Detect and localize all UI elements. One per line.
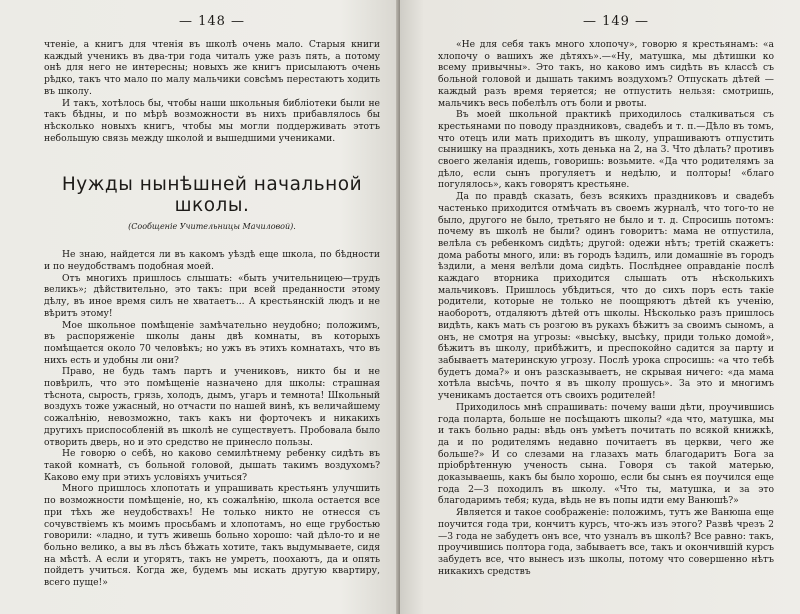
page-number-right: — 149 —	[582, 14, 650, 29]
page-number-left: — 148 —	[178, 14, 246, 29]
paragraph: «Не для себя такъ много хлопочу», говорю я крестьянамъ: «а хлопочу о вашихъ же дѣтяхъ».—«Ну, матушка, мы дѣтишки ко всему привычны». Это такъ, но каково имъ сидѣть въ классѣ съ больной головой и дышать такимъ воздухомъ? Отпускать дѣтей — каждый разъ время теряется; не отпустить нельзя: смотришь, мальчикъ весь побелѣлъ отъ боли и рвоты.	[438, 39, 774, 109]
paragraph: чтеніе, а книгъ для чтенія въ школѣ очень мало. Старыя книги каждый ученикъ въ два-три года читалъ уже разъ пять, а потому онѣ для него не интересны; новыхъ же книгъ присылаютъ очень рѣдко, такъ что мало по малу мальчики совсѣмъ перестаютъ ходить въ школу.	[44, 39, 380, 97]
section-subtitle: (Сообщеніе Учительницы Мачиловой).	[128, 222, 296, 232]
paragraph: Не говорю о себѣ, но каково семилѣтнему ребенку сидѣть въ такой комнатѣ, съ больной головой, дышать такимъ воздухомъ? Каково ему при этихъ условіяхъ учиться?	[44, 448, 380, 483]
paragraph: Отъ многихъ пришлось слышать: «быть учительницею—трудъ великъ»; дѣйствительно, это такъ: при всей преданности этому дѣлу, въ иное время силъ не хватаетъ... А крестьянскій людъ и не вѣритъ этому!	[44, 272, 380, 319]
paragraph: Не знаю, найдется ли въ какомъ уѣздѣ еще школа, по бѣдности и по неудобствамъ подобная моей.	[44, 249, 380, 273]
paragraph: Является и такое соображеніе: положимъ, тутъ же Ванюша еще поучится года три, кончитъ курсъ, что-жъ изъ этого? Развѣ чрезъ 2—3 года не забудетъ онъ все, что узналъ въ школѣ? Все равно: такъ, проучившись полтора года, забываетъ все, такъ и окончившій курсъ забудетъ все, что вынесъ изъ школы, потому что совершенно нѣтъ никакихъ средствъ	[438, 507, 774, 577]
paragraph: Много пришлось хлопотать и упрашивать крестьянъ улучшить по возможности помѣщеніе, но, къ сожалѣнію, школа остается все при тѣхъ же неудобствахъ! Не только никто не отнесся съ сочувствіемъ къ моимъ просьбамъ и хлопотамъ, но еще грубостью говорили: «ладно, и тутъ живешь больно хорошо: чай дѣло-то и не больно велико, а вы въ лѣсъ бѣжать хотите, такъ выдумываете, сидя на мѣстѣ. А если и угорятъ, такъ не умретъ, поохаютъ, да и опять пойдетъ учиться. Когда же, будемъ мы искать другую квартиру, всего пуще!»	[44, 483, 380, 589]
paragraph: Приходилось мнѣ спрашивать: почему ваши дѣти, проучившись года поларта, больше не посѣщаютъ школы? «да что, матушка, мы и такъ больно рады: вѣдь онъ умѣетъ почитать по всякой книжкѣ, да и по родителямъ недавно почитаетъ въ церкви, чего же больше?» И со слезами на глазахъ мать благодаритъ Бога за пріобрѣтенную ученость сына. Говоря съ такой матерью, доказываешь, какъ бы было хорошо, если бы сынъ ея поучился еще года 2—3 походилъ въ школу. «Что ты, матушка, и за это благодаримъ тебя; куда, вѣдь не въ попы идти ему Ванюшѣ?»	[438, 401, 774, 507]
paragraph: И такъ, хотѣлось бы, чтобы наши школьныя библіотеки были не такъ бѣдны, и по мѣрѣ возможности въ нихъ прибавлялось бы нѣсколько новыхъ книгъ, чтобы мы могли поддерживать этотъ небольшую связь между школой и вышедшими учениками.	[44, 97, 380, 144]
paragraph: Въ моей школьной практикѣ приходилось сталкиваться съ крестьянами по поводу праздниковъ, свадебъ и т. п.—Дѣло въ томъ, что отецъ или мать приходитъ въ школу, упрашиваютъ отпустить сынишку на праздникъ, хоть денька на 2, на 3. Что дѣлать? противъ своего желанія идешь, говоришь: возьмите. «Да что родителямъ за дѣло, если сынъ прогуляетъ и недѣлю, и полторы! «благо погулялось», какъ говорятъ крестьяне.	[438, 109, 774, 191]
right-page	[400, 0, 800, 614]
paragraph: Мое школьное помѣщеніе замѣчательно неудобно; положимъ, въ распоряженіе школы даны двѣ комнаты, въ которыхъ помѣщается около 70 человѣкъ; но ужъ въ этихъ комнатахъ, что въ нихъ есть и удобны ли они?	[44, 319, 380, 366]
paragraph: Право, не будь тамъ партъ и учениковъ, никто бы и не повѣрилъ, что это помѣщеніе назначено для школы: страшная тѣснота, сырость, грязь, холодъ, дымъ, угаръ и темнота! Школьный воздухъ тоже ужасный, но отчасти по нашей винѣ, къ величайшему сожалѣнію, невозможно, такъ какъ ни форточекъ и никакихъ другихъ приспособленій въ школѣ не существуетъ. Пробовала было отворить дверь, но и это средство не принесло пользы.	[44, 366, 380, 448]
section-title: Нужды нынѣшней начальной школы.	[61, 174, 363, 217]
paragraph: Да по правдѣ сказать, безъ всякихъ праздниковъ и свадебъ частенько приходится отмѣчать въ своемъ журналѣ, что того-то не было, другого не было, третьяго не было и т. д. Спросишь потомъ: почему въ школѣ не были? одинъ говоритъ: мама не отпустила, велѣла съ ребенкомъ сидѣть; другой: одежи нѣтъ; третій скажетъ: дома работы много, или: въ городъ ѣздилъ, или домашніе въ городъ ѣздили, а меня велѣли дома сидѣть. Послѣднее оправданіе послѣ каждаго вторника приходится слышать отъ нѣсколькихъ мальчиковъ. Пришлось убѣдиться, что до сихъ поръ есть такіе родители, которые не только не поощряютъ дѣтей къ ученію, наоборотъ, отдаляютъ дѣтей отъ школы. Нѣсколько разъ пришлось видѣть, какъ мать съ розгою въ рукахъ бѣжитъ за своимъ сыномъ, а онъ, не смотря на угрозы: «высѣку, высѣку, приди только домой», бѣжитъ въ школу, прибѣжитъ, и преспокойно садится за парту и забываетъ материнскую угрозу. Послѣ урока спросишь: «а что тебѣ будетъ дома?» и онъ разсказываетъ, не скрывая ничего: «да мама хотѣла высѣчь, почто я въ школу прошусь». За это и многимъ ученикамъ достается отъ своихъ родителей!	[438, 191, 774, 402]
